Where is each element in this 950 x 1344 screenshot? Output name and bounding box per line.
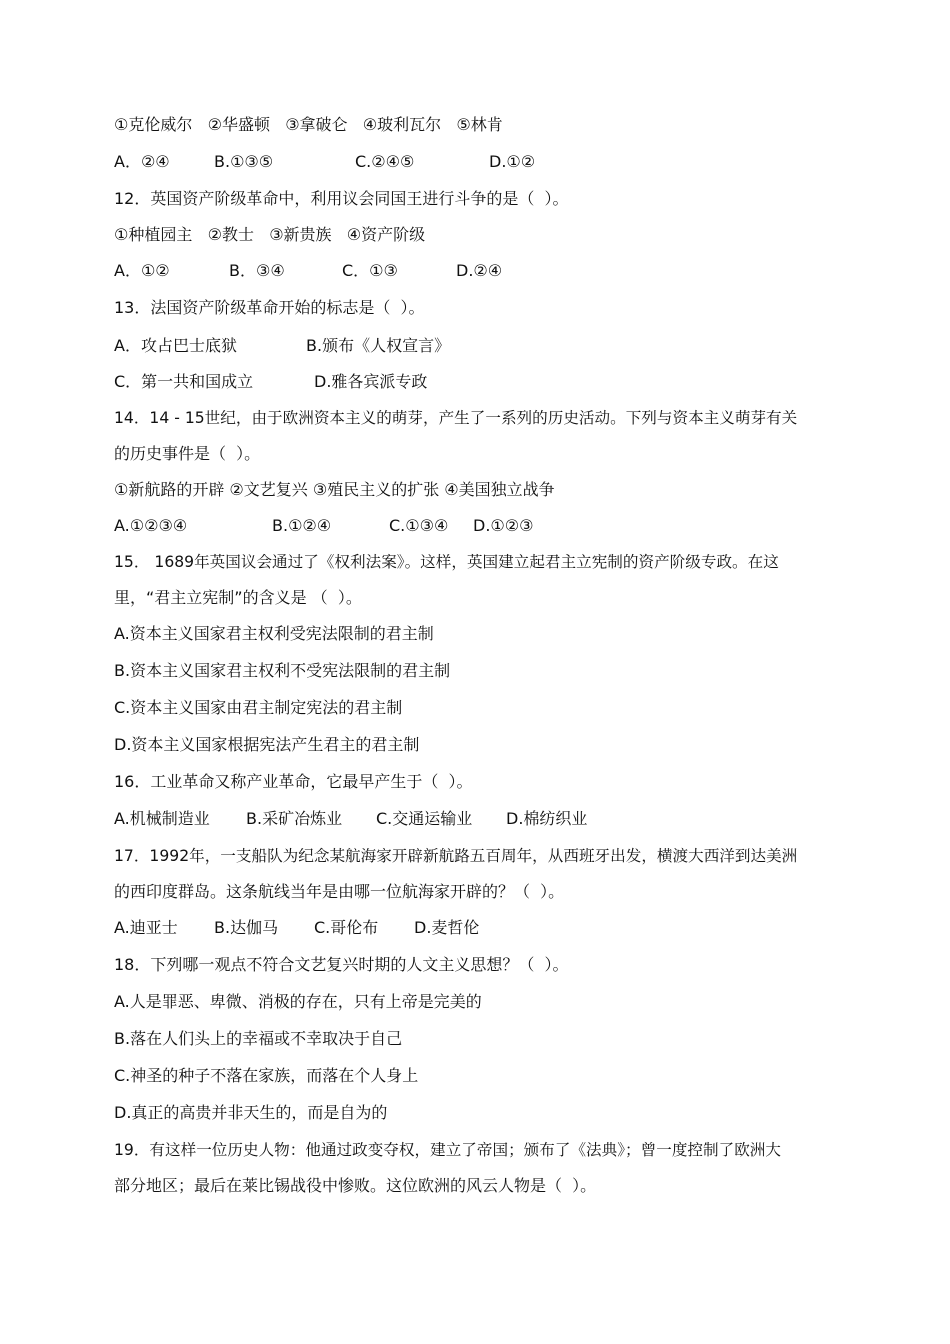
q12-items: ①种植园主 ②教士 ③新贵族 ④资产阶级 [114,225,426,244]
q14-option-a: A.①②③④ [114,516,188,535]
q15-stem-line2: 里，“君主立宪制”的含义是 （ ）。 [114,588,362,607]
q15-option-c: C.资本主义国家由君主制定宪法的君主制 [114,698,403,717]
q19-stem-line1: 19．有这样一位历史人物：他通过政变夺权，建立了帝国；颁布了《法典》；曾一度控制了欧洲大 [114,1141,781,1159]
q13-stem: 13．法国资产阶级革命开始的标志是（ ）。 [114,298,425,317]
q14-option-d: D.①②③ [473,516,534,535]
q13-option-d: D.雅各宾派专政 [314,372,428,391]
q14-option-c: C.①③④ [389,516,449,535]
q13-options-row2 [114,371,844,393]
q12-option-d: D.②④ [456,261,503,280]
q17-option-d: D.麦哲伦 [414,918,480,937]
q13-option-a: A．攻占巴士底狱 [114,336,237,355]
q15-option-b: B.资本主义国家君主权利不受宪法限制的君主制 [114,661,451,680]
q12-stem: 12．英国资产阶级革命中，利用议会同国王进行斗争的是（ ）。 [114,189,569,208]
q16-stem: 16．工业革命又称产业革命，它最早产生于（ ）。 [114,772,473,791]
q16-option-a: A.机械制造业 [114,809,210,828]
q17-option-b: B.达伽马 [214,918,279,937]
q12-option-c: C．①③ [342,261,398,280]
q19-stem-line2: 部分地区；最后在莱比锡战役中惨败。这位欧洲的风云人物是（ ）。 [114,1176,597,1195]
q16-option-b: B.采矿冶炼业 [246,809,343,828]
q16-option-c: C.交通运输业 [376,809,473,828]
q16-options [114,808,844,830]
q14-option-b: B.①②④ [272,516,332,535]
q17-stem-line2: 的西印度群岛。这条航线当年是由哪一位航海家开辟的？（ ）。 [114,882,565,901]
q15-option-a: A.资本主义国家君主权利受宪法限制的君主制 [114,624,434,643]
q11-items: ①克伦威尔 ②华盛顿 ③拿破仑 ④玻利瓦尔 ⑤林肯 [114,115,503,134]
q13-option-b: B.颁布《人权宣言》 [306,336,451,355]
q18-option-b: B.落在人们头上的幸福或不幸取决于自己 [114,1029,403,1048]
q11-option-a: A．②④ [114,152,170,171]
q14-stem-line2: 的历史事件是（ ）。 [114,444,261,463]
q15-stem-line1: 15． 1689年英国议会通过了《权利法案》。这样，英国建立起君主立宪制的资产阶级专政。在这 [114,553,779,571]
q13-option-c: C．第一共和国成立 [114,372,254,391]
q12-option-a: A．①② [114,261,170,280]
q14-stem-line1: 14．14 - 15世纪，由于欧洲资本主义的萌芽，产生了一系列的历史活动。下列与资本主义萌芽有关 [114,409,798,427]
q18-stem: 18．下列哪一观点不符合文艺复兴时期的人文主义思想？（ ）。 [114,955,569,974]
q18-option-a: A.人是罪恶、卑微、消极的存在，只有上帝是完美的 [114,992,482,1011]
q17-option-a: A.迪亚士 [114,918,178,937]
q17-stem-line1: 17．1992年，一支船队为纪念某航海家开辟新航路五百周年，从西班牙出发，横渡大西洋到达美洲 [114,847,798,865]
q14-options [114,515,844,537]
q16-option-d: D.棉纺织业 [506,809,588,828]
q17-options [114,917,844,939]
q11-option-c: C.②④⑤ [355,152,415,171]
q11-options [114,151,844,173]
q15-option-d: D.资本主义国家根据宪法产生君主的君主制 [114,735,420,754]
q13-options-row1 [114,335,844,357]
q17-option-c: C.哥伦布 [314,918,379,937]
q11-option-b: B.①③⑤ [214,152,274,171]
q18-option-c: C.神圣的种子不落在家族，而落在个人身上 [114,1066,419,1085]
q12-option-b: B．③④ [229,261,285,280]
q12-options [114,260,844,282]
q18-option-d: D.真正的高贵并非天生的，而是自为的 [114,1103,388,1122]
q14-items: ①新航路的开辟 ②文艺复兴 ③殖民主义的扩张 ④美国独立战争 [114,480,555,499]
q11-option-d: D.①② [489,152,536,171]
